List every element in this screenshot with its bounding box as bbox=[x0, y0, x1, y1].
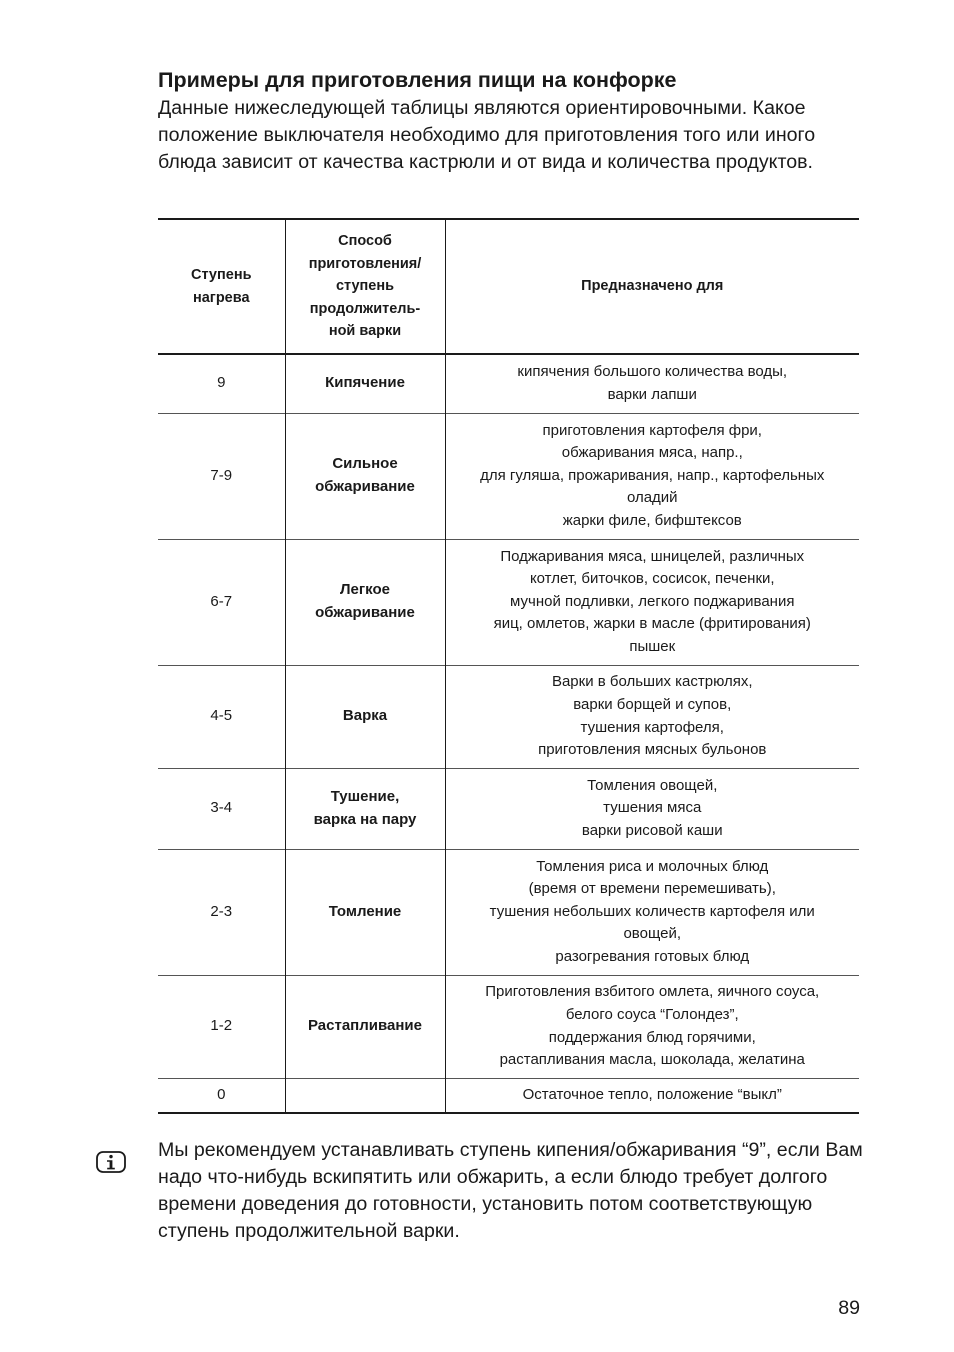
table-row bbox=[158, 539, 859, 665]
cell-level: 9 bbox=[217, 374, 226, 392]
table-row bbox=[158, 665, 859, 768]
cell-method bbox=[285, 1078, 445, 1113]
cell-purpose: Варки в больших кастрюлях, варки борщей и супов, тушения картофеля, приготовления мясных бульонов bbox=[445, 665, 859, 768]
cell-method: Растапливание bbox=[285, 975, 445, 1078]
cell-level: 6-7 bbox=[158, 539, 285, 665]
note-text: Мы рекомендуем устанавливать ступень кипения/обжаривания “9”, если Вам надо что-нибудь вскипятить или обжарить, а если блюдо требует долгого времени доведения до готовности, установить потом соответствующую ступень продолжительной варки. bbox=[158, 1139, 863, 1242]
cell-purpose: Томления риса и молочных блюд (время от времени перемешивать), тушения небольших количеств картофеля или овощей, разогревания готовых блюд bbox=[445, 849, 859, 975]
cell-purpose: Остаточное тепло, положение “выкл” bbox=[445, 1078, 859, 1113]
cell-method: Томление bbox=[285, 849, 445, 975]
cell-level: 0 bbox=[158, 1078, 285, 1113]
cooking-table bbox=[158, 218, 859, 1114]
table-row bbox=[158, 354, 859, 413]
cell-purpose: Томления овощей, тушения мяса варки рисовой каши bbox=[445, 768, 859, 849]
header-purpose: Предназначено для bbox=[445, 219, 859, 354]
header-cooking-method: Способ приготовления/ ступень продолжитель- ной варки bbox=[285, 219, 445, 354]
cell-level: 3-4 bbox=[158, 768, 285, 849]
table-row bbox=[158, 413, 859, 539]
table-row bbox=[158, 1078, 859, 1113]
cell-purpose: Приготовления взбитого омлета, яичного соуса, белого соуса “Голондез”, поддержания блюд горячими, растапливания масла, шоколада, желатина bbox=[445, 975, 859, 1078]
cell-level: 7-9 bbox=[158, 413, 285, 539]
cell-purpose: приготовления картофеля фри, обжаривания мяса, напр., для гуляша, прожаривания, напр., картофельных оладий жарки филе, бифштексов bbox=[445, 413, 859, 539]
table-header-row bbox=[158, 219, 859, 354]
cell-level: 1-2 bbox=[158, 975, 285, 1078]
page-number: 89 bbox=[838, 1297, 860, 1319]
info-icon bbox=[96, 1151, 126, 1173]
page-title: Примеры для приготовления пищи на конфорке bbox=[158, 68, 677, 92]
cell-method: Кипячение bbox=[285, 354, 445, 413]
cell-level: 4-5 bbox=[158, 665, 285, 768]
cell-method: Тушение, варка на пару bbox=[285, 768, 445, 849]
cell-method: Сильное обжаривание bbox=[285, 413, 445, 539]
intro-paragraph: Данные нижеследующей таблицы являются ориентировочными. Какое положение выключателя необходимо для приготовления того или иного блюда зависит от качества кастрюли и от вида и количества продуктов. bbox=[158, 97, 816, 173]
cell-method: Легкое обжаривание bbox=[285, 539, 445, 665]
cell-purpose: кипячения большого количества воды, варки лапши bbox=[445, 354, 859, 413]
cell-level: 2-3 bbox=[158, 849, 285, 975]
cell-purpose: Поджаривания мяса, шницелей, различных котлет, биточков, сосисок, печенки, мучной подливки, легкого поджаривания яиц, омлетов, жарки в масле (фритирования) пышек bbox=[445, 539, 859, 665]
table-row bbox=[158, 849, 859, 975]
header-heat-level: Ступень нагрева bbox=[158, 219, 285, 354]
cell-method: Варка bbox=[285, 665, 445, 768]
table-row bbox=[158, 768, 859, 849]
table-row bbox=[158, 975, 859, 1078]
